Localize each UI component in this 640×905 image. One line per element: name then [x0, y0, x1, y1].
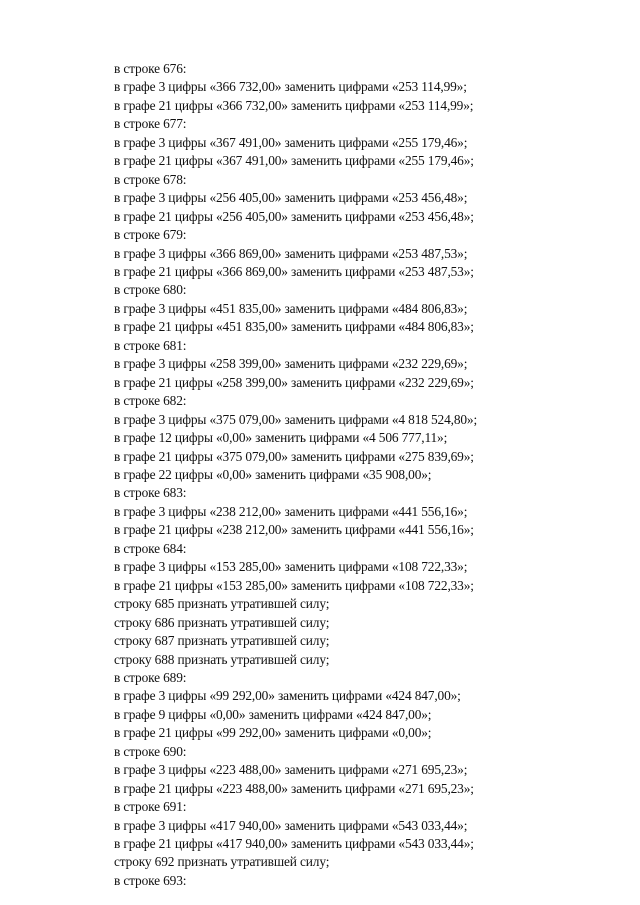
- text-line: строку 692 признать утратившей силу;: [114, 854, 330, 870]
- text-line: в графе 22 цифры «0,00» заменить цифрами «35 908,00»;: [114, 466, 432, 482]
- text-line: в строке 691:: [114, 799, 187, 815]
- text-line: в графе 3 цифры «99 292,00» заменить цифрами «424 847,00»;: [114, 688, 461, 704]
- text-line: в строке 681:: [114, 337, 187, 353]
- document-body: [114, 60, 614, 890]
- text-line: в графе 9 цифры «0,00» заменить цифрами «424 847,00»;: [114, 706, 432, 722]
- text-line: в графе 21 цифры «366 732,00» заменить цифрами «253 114,99»;: [114, 97, 474, 113]
- text-line: в графе 21 цифры «451 835,00» заменить цифрами «484 806,83»;: [114, 319, 474, 335]
- text-line: в графе 3 цифры «367 491,00» заменить цифрами «255 179,46»;: [114, 134, 468, 150]
- text-line: в строке 679:: [114, 227, 187, 243]
- text-line: в графе 21 цифры «366 869,00» заменить цифрами «253 487,53»;: [114, 263, 474, 279]
- text-line: в графе 3 цифры «238 212,00» заменить цифрами «441 556,16»;: [114, 503, 468, 519]
- text-line: в строке 690:: [114, 743, 187, 759]
- text-line: в графе 3 цифры «417 940,00» заменить цифрами «543 033,44»;: [114, 817, 468, 833]
- text-line: в графе 21 цифры «153 285,00» заменить цифрами «108 722,33»;: [114, 577, 474, 593]
- text-line: в графе 3 цифры «366 732,00» заменить цифрами «253 114,99»;: [114, 79, 467, 95]
- text-line: строку 688 признать утратившей силу;: [114, 651, 330, 667]
- text-line: в строке 693:: [114, 872, 187, 888]
- text-line: в графе 3 цифры «366 869,00» заменить цифрами «253 487,53»;: [114, 245, 468, 261]
- text-line: в графе 21 цифры «417 940,00» заменить цифрами «543 033,44»;: [114, 836, 474, 852]
- text-line: в графе 21 цифры «238 212,00» заменить цифрами «441 556,16»;: [114, 522, 474, 538]
- text-line: в графе 3 цифры «451 835,00» заменить цифрами «484 806,83»;: [114, 300, 468, 316]
- text-line: в графе 3 цифры «256 405,00» заменить цифрами «253 456,48»;: [114, 190, 468, 206]
- text-line: в строке 678:: [114, 171, 187, 187]
- text-line: в графе 21 цифры «99 292,00» заменить цифрами «0,00»;: [114, 725, 432, 741]
- text-line: строку 687 признать утратившей силу;: [114, 633, 330, 649]
- text-line: в строке 683:: [114, 485, 187, 501]
- text-line: в строке 677:: [114, 116, 187, 132]
- text-line: в графе 3 цифры «223 488,00» заменить цифрами «271 695,23»;: [114, 762, 468, 778]
- text-line: в строке 676:: [114, 61, 187, 76]
- text-line: в строке 684:: [114, 540, 187, 556]
- text-line: в графе 3 цифры «258 399,00» заменить цифрами «232 229,69»;: [114, 356, 468, 372]
- text-line: в строке 682:: [114, 393, 187, 409]
- text-line: в графе 3 цифры «375 079,00» заменить цифрами «4 818 524,80»;: [114, 411, 478, 427]
- text-line: в строке 680:: [114, 282, 187, 298]
- text-line: в графе 21 цифры «256 405,00» заменить цифрами «253 456,48»;: [114, 208, 474, 224]
- text-line: в графе 21 цифры «258 399,00» заменить цифрами «232 229,69»;: [114, 374, 474, 390]
- text-line: в строке 689:: [114, 669, 187, 685]
- text-line: строку 685 признать утратившей силу;: [114, 596, 330, 612]
- text-line: в графе 21 цифры «367 491,00» заменить цифрами «255 179,46»;: [114, 153, 474, 169]
- text-line: в графе 21 цифры «375 079,00» заменить цифрами «275 839,69»;: [114, 448, 474, 464]
- text-line: в графе 3 цифры «153 285,00» заменить цифрами «108 722,33»;: [114, 559, 468, 575]
- text-line: в графе 21 цифры «223 488,00» заменить цифрами «271 695,23»;: [114, 780, 474, 796]
- text-line: в графе 12 цифры «0,00» заменить цифрами «4 506 777,11»;: [114, 430, 448, 446]
- text-line: строку 686 признать утратившей силу;: [114, 614, 330, 630]
